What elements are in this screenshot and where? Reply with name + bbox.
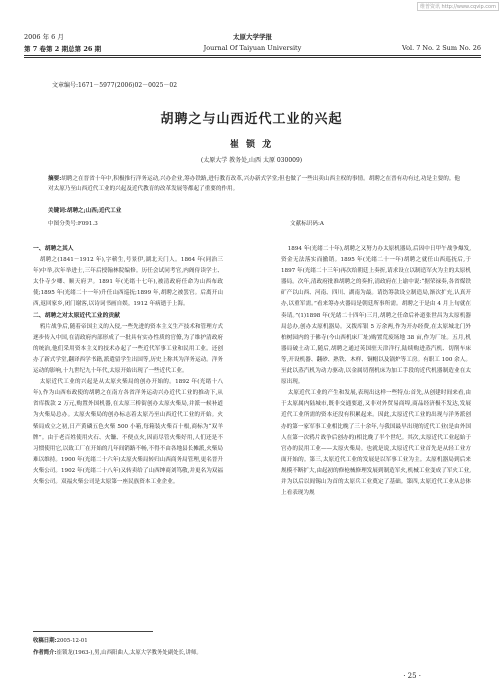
footnote-received-text: 2005-12-01 [56,638,88,644]
abstract-label: 摘要: [48,176,62,182]
paragraph: 太原近代工业的兴起是从太原火柴局的创办开始的。1892 年(光绪十八年),作为山西布政使的胡聘之在南方各省洋务运动兴办近代工业的推动下,从省库拨款 2 万元,购置外国机器,在太原三桥街创办太原火柴局,并派一候补道为火柴局总办。太原火柴局的创办标志着太原乃至山西近代工业的开始。火柴局成立之初,日产黄磷五色火柴 500 小箱,每箱装火柴百十根,商标为“双羊牌”。由于老百姓使用火石、火镰、不便点火,因而尽管火柴好用,人们还是不习惯使用它,以致工厂在开始的几年间销路不畅,不得不由各地县长摊派,火柴局难以维持。1900 年(光绪二十六年)太原火柴局转归山西商务局管理,更名晋升火柴公司。1902 年(光绪二十八年)又转卖给了山西绅商刘笃敬,并更名为双福火柴公司。双福火柴公司是太原第一座民族资本工业企业。 [33,379,223,485]
paragraph: 胡聘之(1841－1912 年),字蕲生,号景伊,湖北天门人。1864 年(同治三年)中举,次年举进士,三年后授翰林院编修。历任会试同考官,内阁侍读学士、太仆寺少卿、顺天府尹。1891 年(光绪十七年),被清政府任命为山西布政使;1895 年(光绪二十一年)升任山西巡抚;1899 年,胡聘之被罢官。后离开山西,返回家乡,闭门谢客,以诗词书画自娱。1912 年病逝于上海。 [33,257,223,308]
footnote-author-label: 作者简介: [33,650,57,656]
header-rule-thin [24,57,481,58]
footnote-rule [33,631,153,632]
abstract [48,174,460,194]
article-number: 文章编号:1671－5977(2006)02－0025－02 [52,82,178,89]
page-number: · 25 · [403,672,421,680]
left-column [33,244,223,488]
header-journal-en: Journal Of Taiyuan University [203,44,302,52]
document-code: 文献标识码:A [290,221,324,227]
article-author: 崔 锁 龙 [229,140,274,150]
header-date: 2006 年 6 月 [24,33,64,41]
paragraph: 太原近代工业的产生和发展,表现出这样一些特点:首先,从创建时间来看,由于太原属内陆城市,既非交通要道,又非对外贸易商埠,商品经济极不发达,发展近代工业所需的资本还没有积累起来。因此,太原近代工业的出现与洋务派创办的第一家军事工业相比晚了三十余年,与我国最早出现的近代工业(是由外国人在第一次鸦片战争后创办的)相比晚了半个世纪。其次,太原近代工业起始于官办的民用工业——太原火柴局。也就是说,太原近代工业首先是从轻工业方面开始的。第三,太原近代工业的发展是以军事工业为主。太原机器局到后来规模不断扩大,由起初的修枪械修理发展到制造军火,机械工业变成了军火工业,并为以后以阎锡山为首的太原兵工业奠定了基础。第四,太原近代工业从总体上看表现为规 [281,390,471,497]
author-affiliation: (太原大学 教务处,山西 太原 030009) [200,157,303,164]
footnote-received [33,636,88,644]
header-rule [24,55,481,56]
watermark: 维普资讯 http://www.cqvip.com [417,2,499,11]
header-volume-en: Vol. 7 No. 2 Sum No. 26 [401,44,481,52]
header-volume-cn: 第 7 卷第 2 期总第 26 期 [24,45,102,53]
paragraph: 鸦片战争后,随着帝国主义的入侵,一些先进的资本主义生产技术和管理方式逐步传入中国,在清政府内部形成了一批具有实办性质的官僚,为了维护清政府的统治,他们采用资本主义的技术办起了一些近代军事工业和民用工业。还创办了新式学堂,翻译西学书籍,派遣留学生出国等,历史上称其为洋务运动。洋务运动的影响,十九世纪九十年代,太原开始出现了一些近代工业。 [33,323,223,375]
abstract-text: 胡聘之在晋省十年中,积极推行洋务运动,兴办企业,筹办铁路,进行教育改革,兴办新式学堂;但也做了一些出卖山西主权的事情。胡聘之在晋有功有过,功是主要的。他对太原乃至山西近代工业的兴起及近代教育的改革发展等都起了重要的作用。 [48,176,460,192]
footnote-author [33,648,202,656]
keywords: 关键词:胡聘之;山西;近代工业 [48,208,122,214]
section-heading: 一、胡聘之其人 [33,246,74,252]
right-column [281,244,471,499]
clc-number: 中图分类号:F091.3 [48,221,98,227]
footnote-author-text: 崔锁龙(1963-),男,山西阳曲人,太原大学教务处副处长,讲师。 [56,650,202,656]
header-journal-cn: 太原大学学报 [233,33,272,41]
paragraph: 1894 年(光绪二十年),胡聘之又努力办太原机器局,后因中日甲午战争爆发,资金无法落实而撤销。1895 年(光绪二十一年)胡聘之就任山西巡抚后,于 1897 年(光绪二十三年)再次给朝廷上奏折,请求设立以制造军火为主的太原机器局。次年,清政府批准胡聘之的奏折,清政府在上谕中说:“据荣禄奏,各省煤铁矿产以山西、河南、四川、湖南为最。请饬筹款设立制造局,渐次扩充,认真开办,以重军需。”看来筹办火器局是朝廷所事所需。胡聘之于是由 4 月上旬就在奏请。”(1)1898 年(光绪二十四年)三月,胡聘之任命后补道张世昌为太原机器局总办,创办太原机器局。又拨库银 5 万余两,作为开办经费,在太原城北门外柏树园内的于佛寺(今山西机床厂址)购置荒废场地 38 亩,作为厂址。五月,机器局破土动工,随后,胡聘之通过英国驻天津洋行,陆续购进蒸汽机、切削车床等,开设机器、翻砂、熟铁、木样、铜帽以及锅炉等工房。有职工 100 余人。至此以蒸汽机为动力驱动,以金属切削机床为加工手段的近代机器制造业在太原出现。 [281,246,471,386]
article-title: 胡聘之与山西近代工业的兴起 [160,112,343,127]
section-heading: 二、胡聘之对太原近代工业的贡献 [33,312,120,319]
footnote-received-label: 收稿日期: [33,638,57,644]
